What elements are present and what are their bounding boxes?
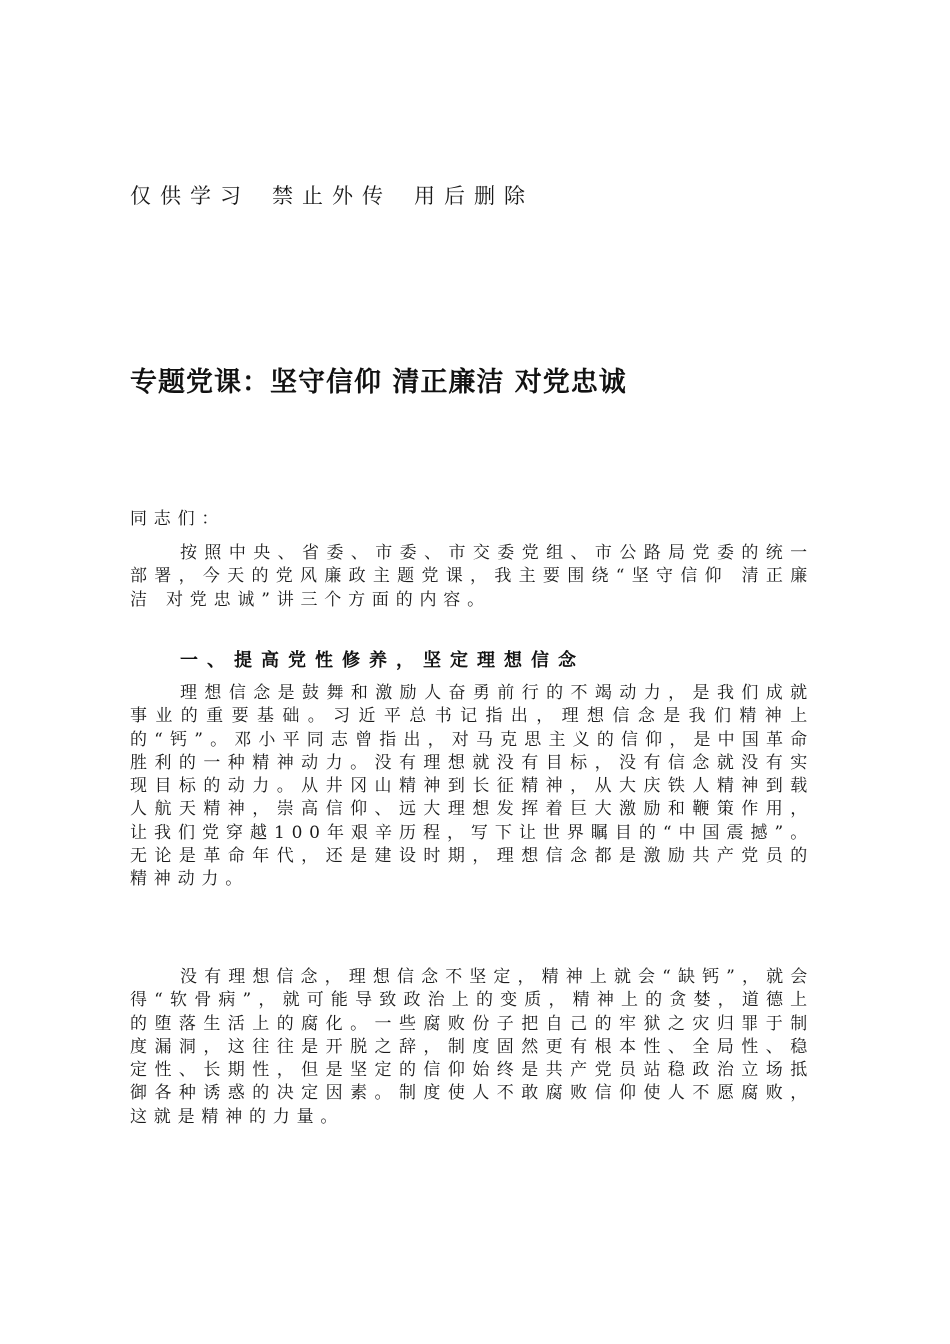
notice-study-only: 仅供学习 bbox=[130, 184, 250, 208]
notice-delete-after-use: 用后删除 bbox=[414, 184, 534, 208]
section-1-heading: 一、提高党性修养，坚定理想信念 bbox=[180, 650, 585, 671]
section-1-paragraph-2: 没有理想信念，理想信念不坚定，精神上就会“缺钙”，就会得“软骨病”，就可能导致政治上的变质，精神上的贪婪，道德上的堕落生活上的腐化。一些腐败份子把自己的牢狱之灾归罪于制度漏洞，这往往是开脱之辞，制度固然更有根本性、全局性、稳定性、长期性，但是坚定的信仰始终是共产党员站稳政治立场抵御各种诱惑的决定因素。制度使人不敢腐败信仰使人不愿腐败，这就是精神的力量。 bbox=[130, 967, 814, 1127]
section-1-paragraph-1: 理想信念是鼓舞和激励人奋勇前行的不竭动力，是我们成就事业的重要基础。习近平总书记指出，理想信念是我们精神上的“钙”。邓小平同志曾指出，对马克思主义的信仰，是中国革命胜利的一种精神动力。没有理想就没有目标，没有信念就没有实现目标的动力。从井冈山精神到长征精神，从大庆铁人精神到载人航天精神，崇高信仰、远大理想发挥着巨大激励和鞭策作用，让我们党穿越100年艰辛历程，写下让世界瞩目的“中国震撼”。无论是革命年代，还是建设时期，理想信念都是激励共产党员的精神动力。 bbox=[130, 683, 814, 890]
intro-paragraph: 按照中央、省委、市委、市交委党组、市公路局党委的统一部署，今天的党风廉政主题党课，我主要围绕“坚守信仰 清正廉洁 对党忠诚”讲三个方面的内容。 bbox=[130, 543, 814, 610]
salutation: 同志们： bbox=[130, 509, 226, 529]
confidentiality-notice bbox=[130, 180, 556, 210]
document-title: 专题党课：坚守信仰 清正廉洁 对党忠诚 bbox=[130, 367, 627, 398]
notice-no-distribution: 禁止外传 bbox=[272, 184, 392, 208]
